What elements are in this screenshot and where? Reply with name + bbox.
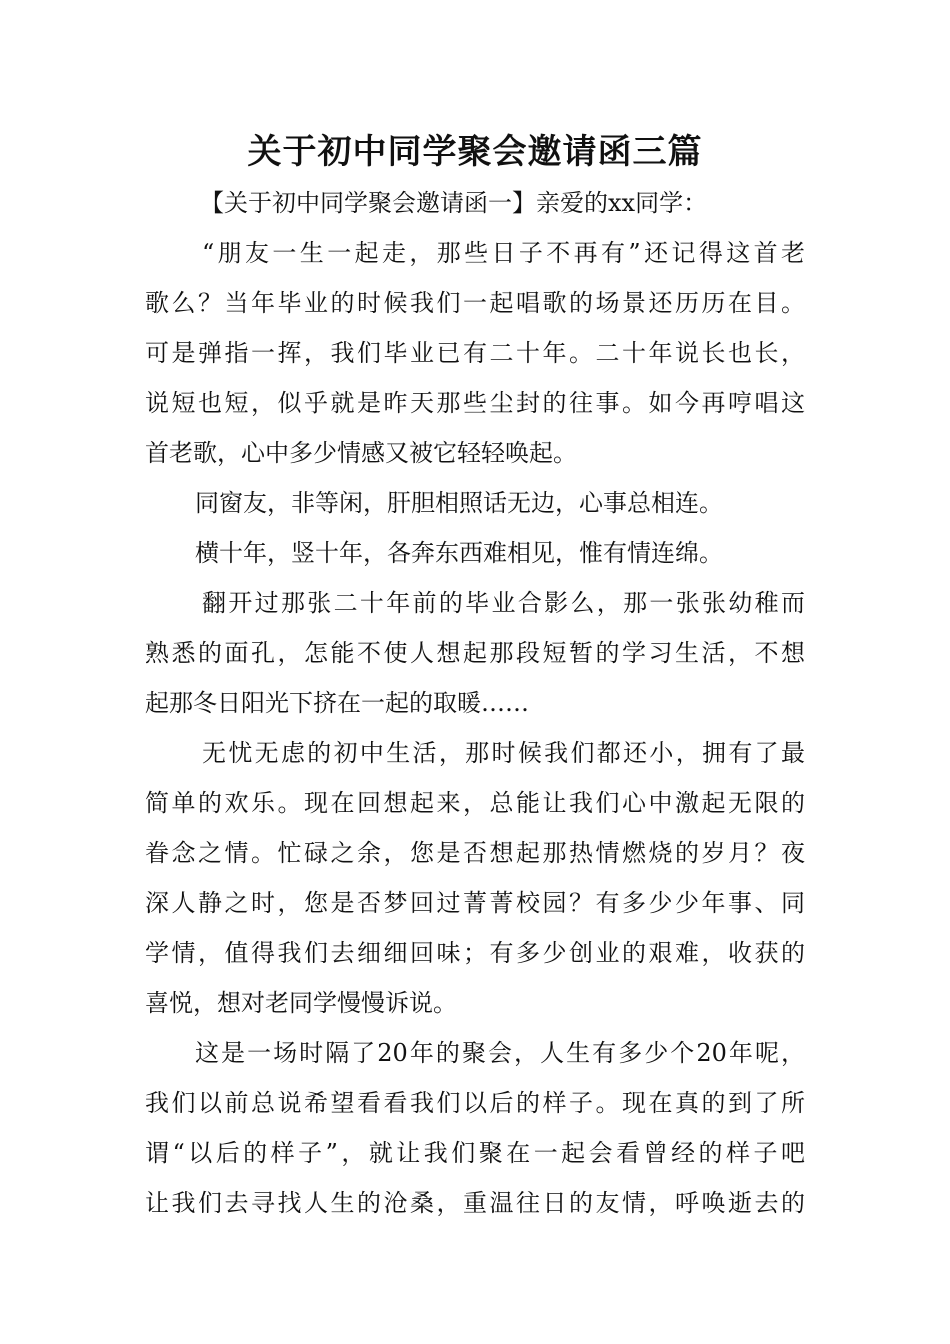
text-line: 可是弹指一挥，我们毕业已有二十年。二十年说长也长， — [145, 339, 805, 367]
text-line: 我们以前总说希望看看我们以后的样子。现在真的到了所 — [145, 1089, 805, 1117]
text-line: 无忧无虑的初中生活，那时候我们都还小，拥有了最 — [202, 739, 805, 767]
text-line: 简单的欢乐。现在回想起来，总能让我们心中激起无限的 — [145, 789, 805, 817]
text-line: 说短也短，似乎就是昨天那些尘封的往事。如今再哼唱这 — [145, 389, 805, 417]
text-line: 歌么？当年毕业的时候我们一起唱歌的场景还历历在目。 — [145, 289, 805, 317]
document-body — [145, 178, 805, 1228]
text-line: 起那冬日阳光下挤在一起的取暖…… — [145, 689, 529, 717]
text-line: 【关于初中同学聚会邀请函一】亲爱的xx同学： — [200, 189, 708, 217]
text-line: 熟悉的面孔，怎能不使人想起那段短暂的学习生活，不想 — [145, 639, 805, 667]
text-line: 翻开过那张二十年前的毕业合影么，那一张张幼稚而 — [202, 589, 805, 617]
text-line: 同窗友，非等闲，肝胆相照话无边，心事总相连。 — [195, 489, 723, 517]
text-line: 深人静之时，您是否梦回过菁菁校园？有多少少年事、同 — [145, 889, 805, 917]
document-title: 关于初中同学聚会邀请函三篇 — [247, 132, 703, 172]
text-line: 横十年，竖十年，各奔东西难相见，惟有情连绵。 — [195, 539, 723, 567]
text-line: 首老歌，心中多少情感又被它轻轻唤起。 — [145, 439, 577, 467]
text-line: 谓“以后的样子”，就让我们聚在一起会看曾经的样子吧 — [145, 1139, 805, 1167]
text-line: 眷念之情。忙碌之余，您是否想起那热情燃烧的岁月？夜 — [145, 839, 805, 867]
text-line: “朋友一生一起走，那些日子不再有”还记得这首老 — [202, 239, 805, 267]
text-line: 让我们去寻找人生的沧桑，重温往日的友情，呼唤逝去的 — [145, 1189, 805, 1217]
text-line: 喜悦，想对老同学慢慢诉说。 — [145, 989, 457, 1017]
text-line: 这是一场时隔了20年的聚会，人生有多少个20年呢， — [195, 1039, 805, 1067]
text-line: 学情，值得我们去细细回味；有多少创业的艰难，收获的 — [145, 939, 805, 967]
